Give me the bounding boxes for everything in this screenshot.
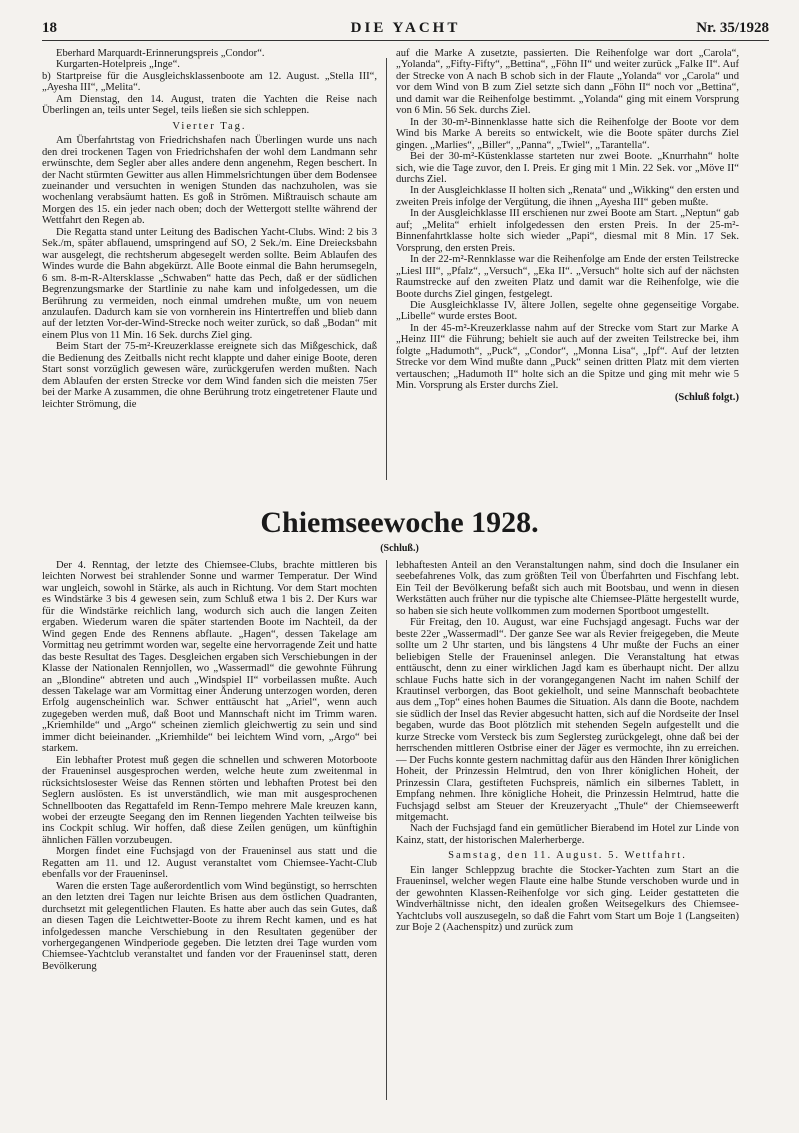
paragraph: In der Ausgleichklasse II holten sich „Renata“ und „Wikking“ den ersten und zweiten Preis infolge der Vergütung, die ihnen „Ayesha III“ geben mußte. bbox=[396, 185, 739, 208]
paragraph: In der Ausgleichklasse III erschienen nur zwei Boote am Start. „Neptun“ gab auf; „Melita“ erhielt infolgedessen den ersten Preis. In der 25-m²-Binnenfahrtklasse holte sich wieder „Papi“, diesmal mit 8 Min. 17 Sek. Vorsprung, den ersten Preis. bbox=[396, 208, 739, 254]
paragraph: lebhaftesten Anteil an den Veranstaltungen nahm, sind doch die Insulaner ein seebefahrenes Volk, das zum größten Teil von Überfahrten und Fischfang lebt. Ein Teil der Bevölkerung befaßt sich auch mit Bootsbau, und wenn in diesen Werkstätten auch früher nur die typische alte Chiemsee-Plätte hergestellt wurde, so haben sie sich heute vollkommen zum modernen Sportboot umgestellt. bbox=[396, 560, 739, 617]
continued-note: (Schluß folgt.) bbox=[674, 391, 739, 403]
top-left-column bbox=[42, 48, 377, 468]
paragraph: Die Ausgleichklasse IV, ältere Jollen, segelte ohne gegenseitige Vorgabe. „Libelle“ wurde erstes Boot. bbox=[396, 299, 739, 323]
paragraph: Waren die ersten Tage außerordentlich vom Wind begünstigt, so herrschten an den letzten drei Tagen nur leichte Brisen aus dem östlichen Quadranten, durchsetzt mit gelegentlichen Flauten. Es hatte aber auch das sein Gutes, daß an diesen Tagen die Leichtwetter-Boote zu ihrem Recht kamen, und es hat infolgedessen manche Verschiebung in den Resultaten gegenüber der vorhergegangenen Windperiode gegeben. Die letzten drei Tage wurden vom Chiemsee-Yachtclub veranstaltet und fanden vor der Fraueninsel statt, deren Bevölkerung bbox=[42, 880, 377, 972]
section-heading: Samstag, den 11. August. 5. Wettfahrt. bbox=[448, 850, 687, 862]
article-subtitle: (Schluß.) bbox=[380, 543, 419, 554]
paragraph: Am Überfahrtstag von Friedrichshafen nach Überlingen wurde uns nach den drei trockenen Tagen von Friedrichshafen der wohl dem Landmann sehr erwünschte, dem Segler aber alles andere denn angenehm, Regen beschert. In der Nacht stürmten Gewitter aus allen Himmelsrichtungen über dem Bodensee zueinander und versuchten in wenigen Stunden das nachzuholen, was sie wochenlang verabsäumt hatten. Es goß in Strömen. Mißtrauisch schaute am Morgen des 15. ein jeder nach oben; doch der Wettergott stellte während der Wettfahrt den Regen ab. bbox=[42, 135, 377, 227]
prize-line: Eberhard Marquardt-Erinnerungspreis „Condor“. bbox=[56, 48, 265, 59]
paragraph: Ein lebhafter Protest muß gegen die schnellen und schweren Motorboote der Fraueninsel ausgesprochen werden, welche heute zum zweitenmal in rücksichtslosester Weise das Rennen störten und lebhaften Protest bei den Seglern auslösten. Es ist unverständlich, wie man mit ausgesprochenen Schnellbooten das Regattafeld im Renn-Tempo mehrere Male kreuzen kann, wobei der erzeugte Seegang den im Rennen liegenden Yachten teilweise bis ins Cockpit schlug. Wir hoffen, daß diese Zeilen genügen, um künftighin ähnlichen Fällen vorzubeugen. bbox=[42, 754, 377, 846]
paragraph: Die Regatta stand unter Leitung des Badischen Yacht-Clubs. Wind: 2 bis 3 Sek./m, später abflauend, umspringend auf SO, 2 Sek./m. Eine Dreiecksbahn war ausgelegt, die rechtsherum abgesegelt werden sollte. Beim Ablaufen des Windes wurde die Bahn abgekürzt. Alle Boote einmal die Bahn herumsegeln, 6 sm. 8-m-R-Altersklasse „Schwaben“ hatte das Pech, daß er der südlichen Begrenzungsmarke der Startlinie zu nahe kam und infolgedessen, um die Berührung zu vermeiden, noch einmal umdrehen mußte, um von neuem anzulaufen. Dadurch kam sie von vornherein ins Hintertreffen und blieb dann auf der letzten Vor-der-Wind-Strecke noch weiter zurück, so daß „Bodan“ mit einem Plus von 11 Min. 16 Sek. durchs Ziel ging. bbox=[42, 226, 377, 341]
bottom-left-column bbox=[42, 560, 377, 1105]
page-header bbox=[42, 20, 769, 41]
prize-line: Kurgarten-Hotelpreis „Inge“. bbox=[56, 59, 180, 71]
paragraph: auf die Marke A zusetzte, passierten. Die Reihenfolge war dort „Carola“, „Yolanda“, „Fifty-Fifty“, „Bettina“, „Föhn II“ und weiter zurück „Falke II“. Auf der Strecke von A nach B schob sich in der Flaute „Yolanda“ vor „Carola“ und vor dem Wind von B zum Ziel setzte sich dann „Föhn II“ noch vor „Bettina“, und damit war die Reihenfolge bestimmt. „Yolanda“ ging mit einem Vorsprung von 6 Min. 56 Sek. durchs Ziel. bbox=[396, 48, 739, 117]
paragraph: In der 30-m²-Binnenklasse hatte sich die Reihenfolge der Boote vor dem Wind bis Marke A bereits so entwickelt, wie die Boote später durchs Ziel gingen. „Marlies“, „Biller“, „Panna“, „Twiel“, „Tarantella“. bbox=[396, 116, 739, 151]
paragraph: Beim Start der 75-m²-Kreuzerklasse ereignete sich das Mißgeschick, daß die Bedienung des Zeitballs nicht recht klappte und daher einige Boote, deren Start sonst vorzüglich gewesen wäre, zurückgerufen werden mußten. Nach dem Ablaufen der ersten Strecke vor dem Wind fanden sich die meisten 75er bei der Marke A zusammen, die ohne Berührung trotz eingetretener Flaute und leichter Strömung, die bbox=[42, 341, 377, 410]
paragraph: Für Freitag, den 10. August, war eine Fuchsjagd angesagt. Fuchs war der beste 22er „Wassermadl“. Der ganze See war als Revier freigegeben, die Meute sollte um 2 Uhr starten, und bis längstens 4 Uhr mußte der Fuchs an einer beliebigen Stelle der Fraueninsel anlegen. Die Veranstaltung hat etwas enttäuscht, denn zu einer wirklichen Jagd kam es überhaupt nicht. Der allzu schlaue Fuchs hatte sich in der vorangegangenen Nacht im nahen Schilf der Krautinsel verborgen, das Boot gekielholt, und seine Mannschaft beobachtete aus dem „Top“ eines hohen Baumes die Situation. Als dann die Boote, nachdem sie südlich der Insel das Revier abgesucht hatten, sich auf die Nordseite der Insel begaben, wurde das Boot plötzlich mit stehenden Segeln aufgestellt und die kurze Strecke vom Versteck bis zum Seglersteg zurückgelegt, ohne daß bei der herrschenden mittleren Ostbrise einer der Jäger es vermochte, ihn zu erreichen. — Der Fuchs konnte gestern nachmittag dafür aus den Händen Ihrer königlichen Hoheit, der Prinzessin Helmtrud, den von Ihrer königlichen Hoheit, der Prinzessin Clara, gestifteten Fuchspreis, nämlich ein silbernes Tablett, in Empfang nehmen. Ihre königliche Hoheit, die Prinzessin Helmtrud, hatte die Fuchsjagd selbst am Steuer der Kreuzeryacht „Thule“ der Chiemseewerft mitgemacht. bbox=[396, 617, 740, 823]
paragraph: Ein langer Schleppzug brachte die Stocker-Yachten zum Start an die Fraueninsel, welcher wegen Flaute eine halbe Stunde verschoben wurde und in der gewohnten Klassen-Reihenfolge vor sich ging. Leider gestatteten die Windverhältnisse nicht, den idealen großen Weitsegelkurs des Chiemsee-Yachtclubs voll auszusegeln, so daß die Fahrt vom Start um Boje 1 (Langseiten) zur Boje 2 (Aachenspitz) und zurück zum bbox=[396, 864, 739, 934]
paragraph: Nach der Fuchsjagd fand ein gemütlicher Bierabend im Hotel zur Linde von Kainz, statt, der historischen Malerherberge. bbox=[396, 823, 739, 846]
paragraph: In der 22-m²-Rennklasse war die Reihenfolge am Ende der ersten Teilstrecke „Liesl III“, „Pfalz“, „Versuch“, „Eka II“. „Versuch“ holte sich auf der nächsten Raumstrecke auf den zweiten Platz und damit war die Reihenfolge, wie die Boote durchs Ziel gingen, festgelegt. bbox=[396, 254, 739, 300]
issue-number: Nr. 35/1928 bbox=[696, 20, 769, 36]
column-divider bbox=[386, 560, 387, 1100]
paragraph: Am Dienstag, den 14. August, traten die Yachten die Reise nach Überlingen an, teils unter Segel, teils ließen sie sich schleppen. bbox=[42, 93, 377, 117]
paragraph: Morgen findet eine Fuchsjagd von der Fraueninsel aus statt und die Regatten am 11. und 12. August veranstaltet vom Chiemsee-Yacht-Club ebenfalls vor der Fraueninsel. bbox=[42, 846, 377, 881]
paragraph: Der 4. Renntag, der letzte des Chiemsee-Clubs, brachte mittleren bis leichten Norwest bei strahlender Sonne und warmer Temperatur. Der Wind war ungleich, sowohl in Stärke, als auch in Richtung. Vor dem Start mochten es Windstärke 3 bis 4 gewesen sein, zum Schluß etwa 1 bis 2. Der Kurs war für die Windstärke reichlich lang, wodurch sich auch die langen Zeiten ergaben. Wiederum waren die später startenden Boote im Nachteil, da der Wind gegen Ende des Rennens abflaute. „Hagen“, dessen Takelage am Vormittag neu getrimmt worden war, segelte eine hervorragende Zeit und hatte das beste Resultat des Tages. Desgleichen ergaben sich Verschiebungen in der Klasse der Nationalen Rennjollen, wo „Wassermadl“ die gewohnte Führung an „Blondine“ abtreten und auch „Windspiel II“ vorbeilassen mußte. Auch dessen Takelage war am Vormittag einer Änderung unterzogen worden, deren Erfolg augenscheinlich war. Schwer enttäuscht hat „Ariel“, wenn auch zugegeben werden muß, daß Boot und Mannschaft nicht im Trimm waren. „Kriemhilde“ und „Argo“ scheinen ziemlich gleichwertig zu sein und sind immer dicht beieinander. „Kriemhilde“ bei leichtem Wind vorn, „Argo“ bei starkem. bbox=[42, 560, 377, 755]
column-divider bbox=[386, 58, 387, 480]
journal-title: DIE YACHT bbox=[350, 20, 461, 36]
prize-list-b: b) Startpreise für die Ausgleichsklassenboote am 12. August. „Stella III“, „Ayesha III“, „Melita“. bbox=[42, 70, 377, 94]
paragraph: In der 45-m²-Kreuzerklasse nahm auf der Strecke vom Start zur Marke A „Heinz III“ die Führung; behielt sie auch auf der zweiten Teilstrecke bei, ihm folgte „Hadumoth“, „Puck“, „Condor“, „Monna Lisa“, „Ipf“. Auf der letzten Strecke vor dem Wind mußte dann „Puck“ seinen dritten Platz mit dem vierten vertauschen; „Hadumoth II“ holte sich an die Spitze und ging mit mehr wie 5 Min. Vorsprung als Erster durchs Ziel. bbox=[396, 322, 739, 392]
bottom-right-column bbox=[396, 560, 739, 1105]
top-right-column bbox=[396, 48, 739, 478]
section-heading: Vierter Tag. bbox=[172, 120, 247, 132]
article-title: Chiemseewoche 1928. bbox=[260, 506, 539, 539]
paragraph: Bei der 30-m²-Küstenklasse starteten nur zwei Boote. „Knurrhahn“ holte sich, wie die Tage zuvor, den I. Preis. Er ging mit 1 Min. 22 Sek. vor „Möve II“ durchs Ziel. bbox=[396, 151, 739, 185]
page-number: 18 bbox=[42, 20, 57, 36]
